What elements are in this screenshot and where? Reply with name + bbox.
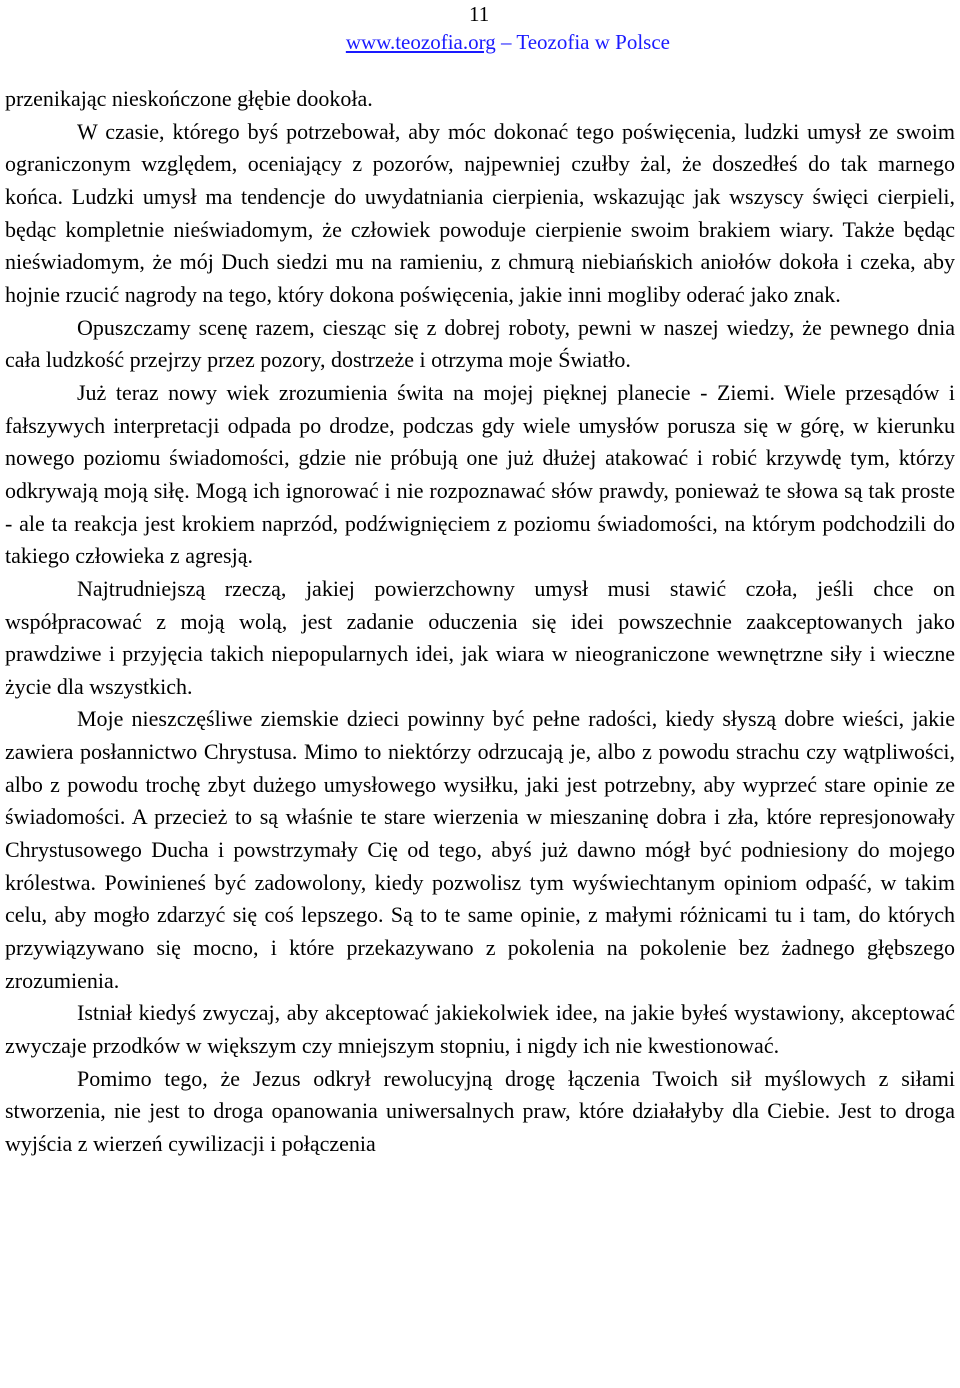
paragraph: W czasie, którego byś potrzebował, aby móc dokonać tego poświęcenia, ludzki umysł ze swoim ograniczonym względem, oceniający z pozorów, najpewniej czułby żal, że doszedłeś do tak marnego końca. Ludzki umysł ma tendencje do uwydatniania cierpienia, wskazując jak wszyscy święci cierpieli, będąc kompletnie nieświadomym, że człowiek powoduje cierpienie swoim brakiem wiary. Także będąc nieświadomym, że mój Duch siedzi mu na ramieniu, z chmurą niebiańskich aniołów dokoła i czeka, aby hojnie rzucić nagrody na tego, który dokona poświęcenia, jakie inni mogliby oderać jako znak.: [5, 118, 955, 307]
site-url-link[interactable]: www.teozofia.org: [345, 30, 496, 54]
header-dash: –: [495, 30, 517, 54]
document-body: [5, 83, 955, 1161]
paragraph: Opuszczamy scenę razem, ciesząc się z dobrej roboty, pewni w naszej wiedzy, że pewnego dnia cała ludzkość przejrzy przez pozory, dostrzeże i otrzyma moje Światło.: [5, 314, 955, 373]
page-header: [0, 0, 960, 62]
paragraph: przenikając nieskończone głębie dookoła.: [5, 86, 373, 111]
paragraph: Już teraz nowy wiek zrozumienia świta na mojej pięknej planecie - Ziemi. Wiele przesądów i fałszywych interpretacji odpada po drodze, podczas gdy wiele umysłów porusza się w górę, w kierunku nowego poziomu świadomości, gdzie nie próbują one już dłużej atakować i robić krzywdę tym, którzy odkrywają moją siłę. Mogą ich ignorować i nie rozpoznawać słów prawdy, ponieważ te słowa są tak proste - ale ta reakcja jest krokiem naprzód, podźwignięciem z poziomu świadomości, na którym podchodzili do takiego człowieka z agresją.: [5, 379, 955, 569]
paragraph: Moje nieszczęśliwe ziemskie dzieci powinny być pełne radości, kiedy słyszą dobre wieści, jakie zawiera posłannictwo Chrystusa. Mimo to niektórzy odrzucają je, albo z powodu strachu czy wątpliwości, albo z powodu trochę zbyt dużego umysłowego wysiłku, jaki jest potrzebny, aby wyprzeć stare opinie ze świadomości. A przecież to są właśnie te stare wierzenia w mieszaninę dobra i zła, które represjonowały Chrystusowego Ducha i powstrzymały Cię od tego, abyś już dawno mógł być podniesiony do mojego królestwa. Powinieneś być zadowolony, kiedy pozwolisz tym wyświechtanym opiniom odpaść, w takim celu, aby mogło zdarzyć się coś lepszego. Są to te same opinie, z małymi różnicami tu i tam, do których przywiązywano się mocno, i które przekazywano z pokolenia na pokolenie bez żadnego głębszego zrozumienia.: [5, 706, 955, 993]
paragraph: Istniał kiedyś zwyczaj, aby akceptować jakiekolwiek idee, na jakie byłeś wystawiony, akceptować zwyczaje przodków w większym czy mniejszym stopniu, i nigdy ich nie kwestionować.: [5, 1000, 955, 1059]
paragraph: Najtrudniejszą rzeczą, jakiej powierzchowny umysł musi stawić czoła, jeśli chce on współpracować z moją wolą, jest zadanie oduczenia się idei powszechnie zaakceptowanych jako prawdziwe i przyjęcia takich niepopularnych idei, jak wiara w nieograniczone wewnętrzne siły i wieczne życie dla wszystkich.: [5, 575, 955, 699]
site-header-line: [346, 30, 670, 54]
page-number: 11: [469, 2, 490, 26]
paragraph: Pomimo tego, że Jezus odkrył rewolucyjną drogę łączenia Twoich sił myślowych z siłami stworzenia, nie jest to droga opanowania uniwersalnych praw, które działałyby dla Ciebie. Jest to droga wyjścia z wierzeń cywilizacji i połączenia: [5, 1065, 955, 1156]
site-name: Teozofia w Polsce: [516, 30, 670, 54]
